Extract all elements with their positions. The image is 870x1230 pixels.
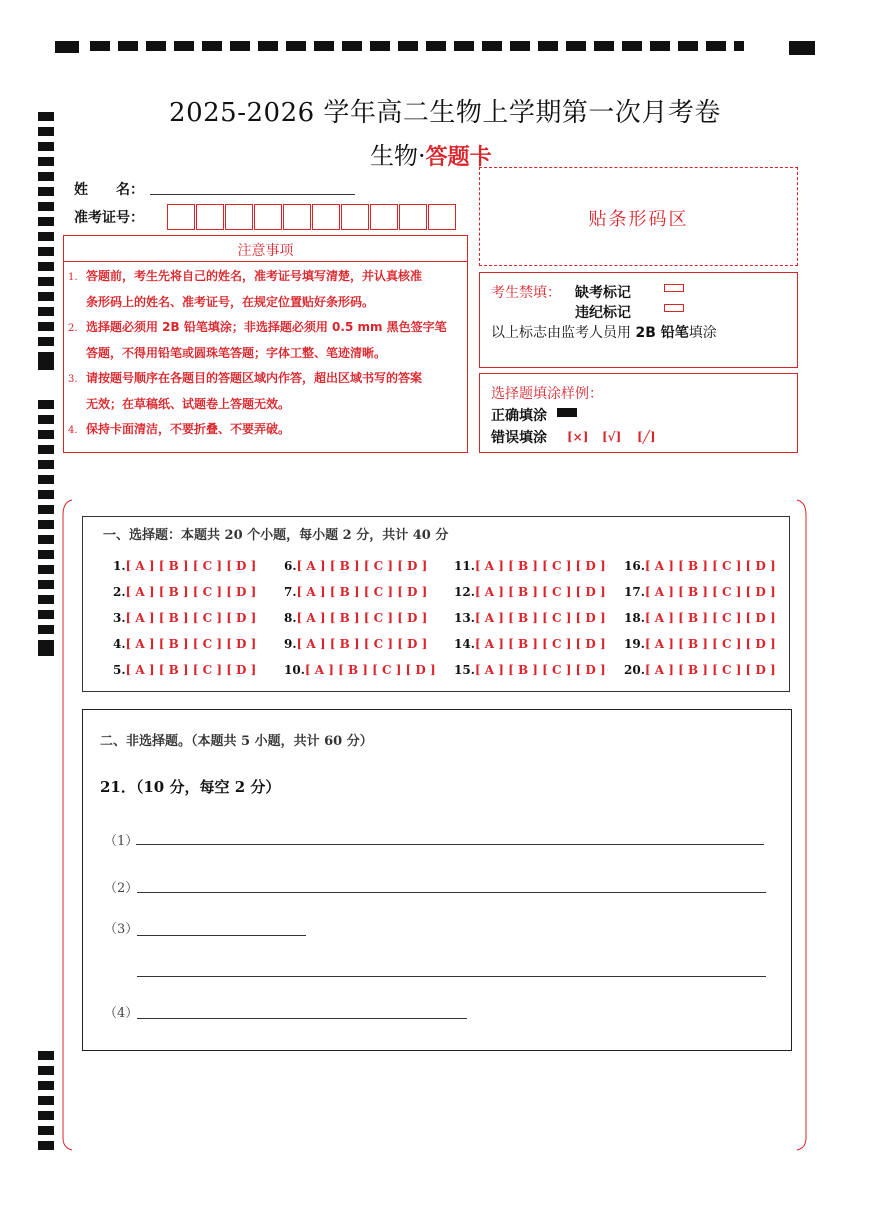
choice-question[interactable]: 2.[ A ] [ B ] [ C ] [ D ] [113,585,257,599]
choice-question[interactable]: 7.[ A ] [ B ] [ C ] [ D ] [284,585,428,599]
choice-question[interactable]: 16.[ A ] [ B ] [ C ] [ D ] [624,559,776,573]
answer-line-2[interactable] [137,892,766,893]
non-choice-section [82,709,792,1051]
choice-question[interactable]: 4.[ A ] [ B ] [ C ] [ D ] [113,637,257,651]
violation-mark-label: 违纪标记 [575,305,631,321]
answer-line-1[interactable] [136,844,764,845]
blank-label-2: （2） [104,881,139,896]
choice-section-title: 一、选择题：本题共 20 个小题，每小题 2 分，共计 40 分 [103,528,449,543]
exam-id-label: 准考证号： [74,210,144,226]
choice-question[interactable]: 19.[ A ] [ B ] [ C ] [ D ] [624,637,776,651]
note-item: 2. 选择题必须用 2B 铅笔填涂；非选择题必须用 0.5 mm 黑色签字笔 [68,320,447,334]
choice-question[interactable]: 3.[ A ] [ B ] [ C ] [ D ] [113,611,257,625]
choice-question[interactable]: 20.[ A ] [ B ] [ C ] [ D ] [624,663,776,677]
question-21-header: 21．（10 分，每空 2 分） [100,778,281,796]
choice-question[interactable]: 9.[ A ] [ B ] [ C ] [ D ] [284,637,428,651]
answer-line-3a[interactable] [137,935,306,936]
wrong-fill-sample: [×] [567,430,589,444]
choice-question[interactable]: 6.[ A ] [ B ] [ C ] [ D ] [284,559,428,573]
forbidden-label: 考生禁填： [491,285,561,301]
choice-question[interactable]: 15.[ A ] [ B ] [ C ] [ D ] [454,663,606,677]
page-title: 2025-2026 学年高二生物上学期第一次月考卷 [169,98,721,128]
note-item: 3. 请按题号顺序在各题目的答题区域内作答，超出区域书写的答案 [68,371,423,385]
notes-list: 1. 答题前，考生先将自己的姓名，准考证号填写清楚，并认真核准 条形码上的姓名、准考证号，在规定位置贴好条形码。 2. 选择题必须用 2B 铅笔填涂；非选择题必须用 0.5 mm 黑色签字笔 答题，不得用铅笔或圆珠笔答题；字体工整、笔迹清晰。 3. 请按题号顺序在各题目的答题区域内作答，超出区域书写的答案 无效；在草稿纸、试题卷上答题无效。 4. 保持卡面清洁，不要折叠、不要弄破。 [68,264,466,443]
name-label: 姓 名： [74,182,144,198]
choice-question[interactable]: 18.[ A ] [ B ] [ C ] [ D ] [624,611,776,625]
choice-question[interactable]: 5.[ A ] [ B ] [ C ] [ D ] [113,663,257,677]
note-item: 1. 答题前，考生先将自己的姓名，准考证号填写清楚，并认真核准 [68,269,423,283]
page-subtitle: 生物·答题卡 [370,142,492,170]
choice-question[interactable]: 17.[ A ] [ B ] [ C ] [ D ] [624,585,776,599]
choice-question[interactable]: 10.[ A ] [ B ] [ C ] [ D ] [284,663,436,677]
absent-mark-label: 缺考标记 [575,285,631,301]
answer-sheet-label: 答题卡 [425,145,492,170]
blank-label-1: （1） [104,834,139,849]
choice-question[interactable]: 11.[ A ] [ B ] [ C ] [ D ] [454,559,606,573]
choice-question[interactable]: 13.[ A ] [ B ] [ C ] [ D ] [454,611,606,625]
choice-question[interactable]: 8.[ A ] [ B ] [ C ] [ D ] [284,611,428,625]
choice-question[interactable]: 1.[ A ] [ B ] [ C ] [ D ] [113,559,257,573]
notes-heading: 注意事项 [237,243,294,259]
blank-label-3: （3） [104,922,139,937]
wrong-fill-sample: [√] [602,430,622,444]
forbidden-note: 以上标志由监考人员用 2B 铅笔填涂 [491,325,717,341]
correct-fill-label: 正确填涂 [491,408,547,424]
blank-label-4: （4） [104,1006,139,1021]
answer-line-3b[interactable] [137,976,766,977]
answer-line-4[interactable] [137,1018,467,1019]
note-item: 4. 保持卡面清洁，不要折叠、不要弄破。 [68,422,291,436]
fill-sample-heading: 选择题填涂样例： [491,386,603,402]
wrong-fill-sample: [╱] [637,430,656,444]
wrong-fill-label: 错误填涂 [491,430,547,446]
choice-question[interactable]: 14.[ A ] [ B ] [ C ] [ D ] [454,637,606,651]
non-choice-section-title: 二、非选择题。（本题共 5 小题，共计 60 分） [100,734,373,749]
choice-question[interactable]: 12.[ A ] [ B ] [ C ] [ D ] [454,585,606,599]
barcode-area-label: 贴条形码区 [588,209,689,230]
